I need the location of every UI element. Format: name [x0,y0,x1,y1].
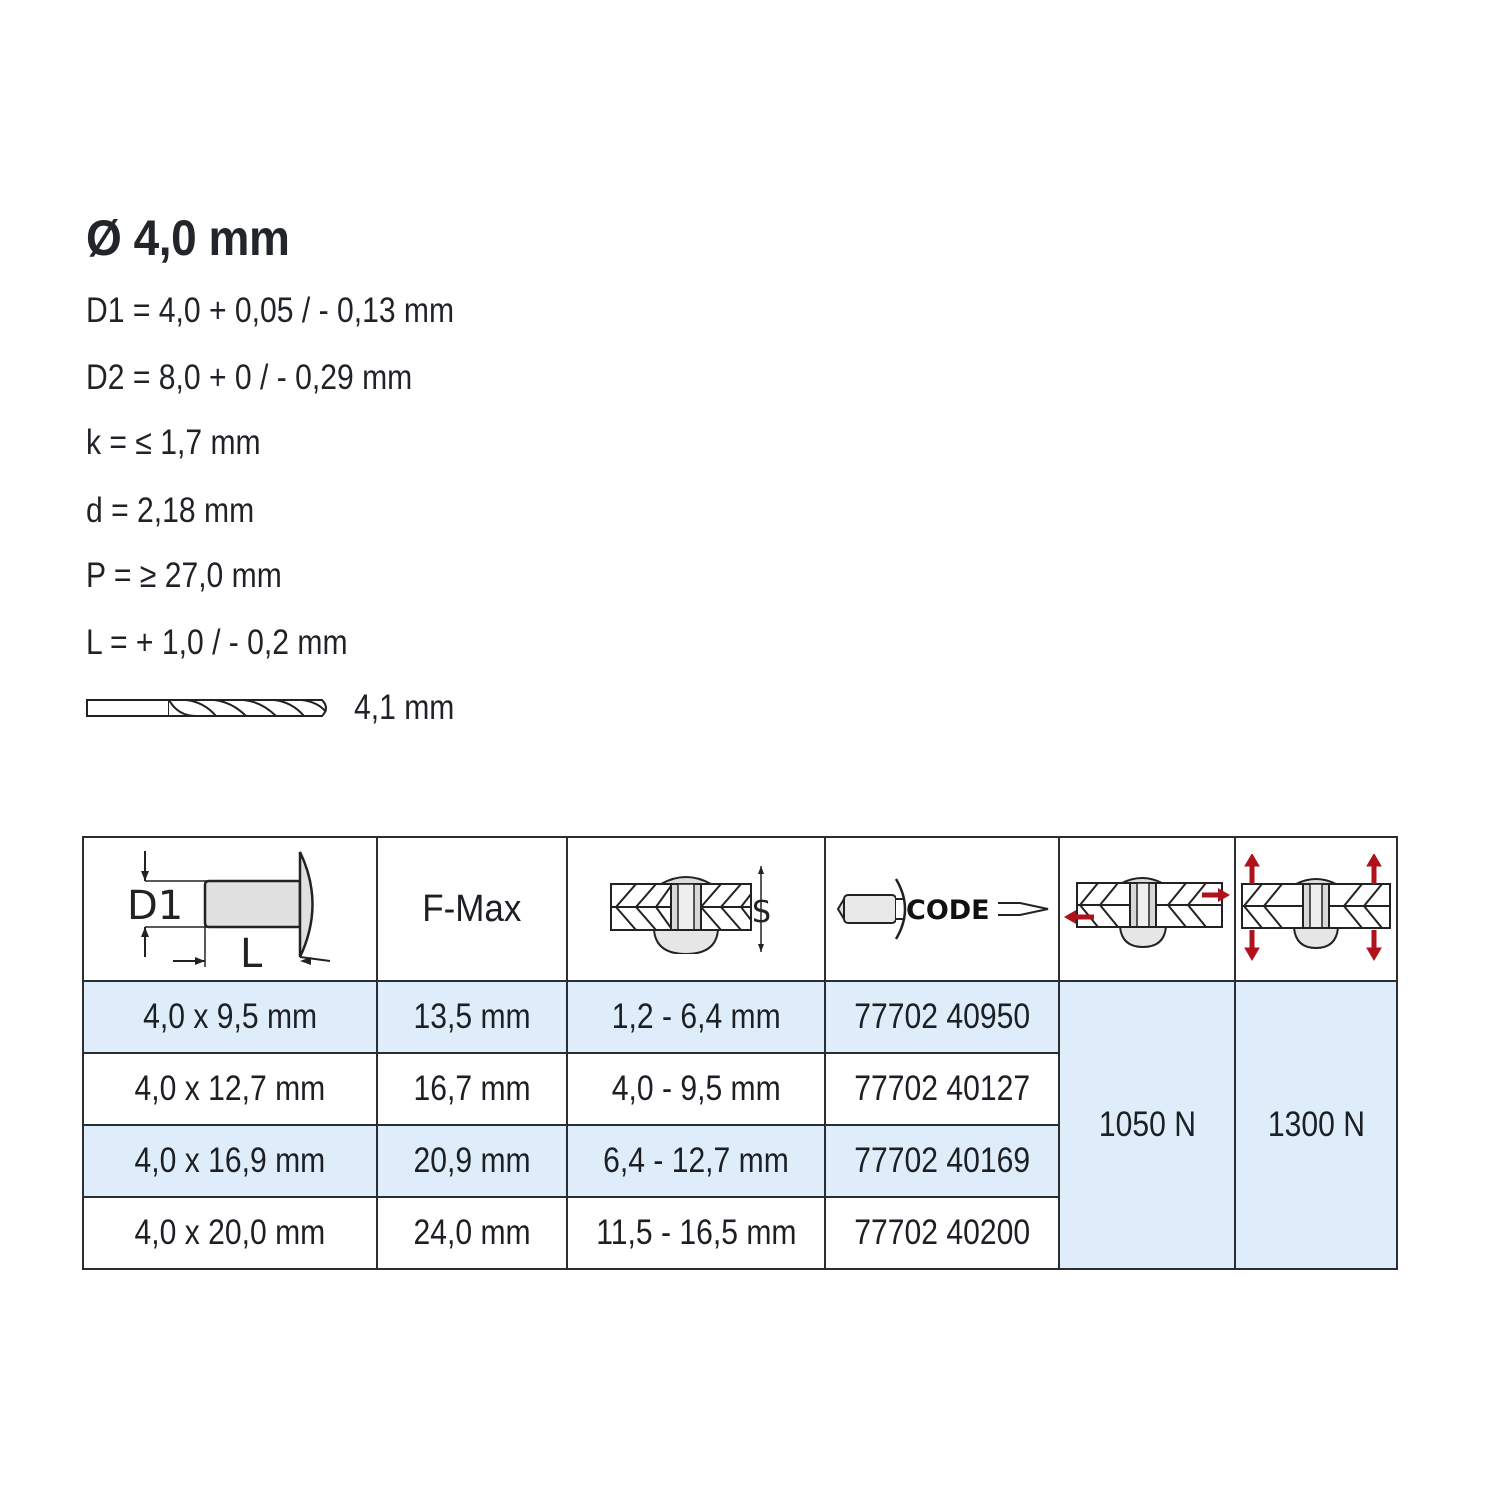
header-fmax [377,837,567,981]
fmax-header-label: F-Max [422,887,522,930]
spec-k: k = ≤ 1,7 mm [86,423,261,462]
header-code [825,837,1059,981]
drill-size-label: 4,1 mm [354,688,455,727]
cell-grip: 4,0 - 9,5 mm [567,1053,825,1125]
cell-tensile-force: 1300 N [1235,981,1397,1269]
cell-fmax: 20,9 mm [377,1125,567,1197]
spec-d: d = 2,18 mm [86,491,255,530]
svg-text:L: L [240,931,263,969]
grip-range-icon [606,864,786,954]
header-rivet-dimensions [83,837,377,981]
spec-block [86,208,455,727]
spec-l: L = + 1,0 / - 0,2 mm [86,623,348,662]
cell-grip: 6,4 - 12,7 mm [567,1125,825,1197]
cell-code: 77702 40950 [825,981,1059,1053]
table-header-row [83,837,1397,981]
cell-code: 77702 40169 [825,1125,1059,1197]
spec-d2: D2 = 8,0 + 0 / - 0,29 mm [86,358,413,397]
cell-size: 4,0 x 16,9 mm [83,1125,377,1197]
cell-fmax: 13,5 mm [377,981,567,1053]
rivet-table [82,836,1398,1270]
header-grip-range [567,837,825,981]
table-row [83,981,1397,1053]
cell-size: 4,0 x 9,5 mm [83,981,377,1053]
tensile-force-icon [1238,854,1394,964]
svg-text:S: S [752,895,772,930]
header-shear-force [1059,837,1235,981]
spec-p: P = ≥ 27,0 mm [86,556,282,595]
cell-fmax: 16,7 mm [377,1053,567,1125]
cell-shear-force: 1050 N [1059,981,1235,1269]
cell-code: 77702 40200 [825,1197,1059,1269]
spec-d1: D1 = 4,0 + 0,05 / - 0,13 mm [86,291,455,330]
drill-size [86,688,471,728]
cell-grip: 1,2 - 6,4 mm [567,981,825,1053]
cell-size: 4,0 x 12,7 mm [83,1053,377,1125]
rivet-code-icon [832,877,1052,941]
svg-text:D1: D1 [127,883,184,929]
page-title: Ø 4,0 mm [86,210,290,266]
svg-text:CODE: CODE [906,895,990,926]
header-tensile-force [1235,837,1397,981]
rivet-dimensions-icon [125,849,335,969]
shear-force-icon [1062,869,1232,949]
cell-grip: 11,5 - 16,5 mm [567,1197,825,1269]
cell-fmax: 24,0 mm [377,1197,567,1269]
cell-code: 77702 40127 [825,1053,1059,1125]
drill-bit-icon [86,697,332,719]
cell-size: 4,0 x 20,0 mm [83,1197,377,1269]
